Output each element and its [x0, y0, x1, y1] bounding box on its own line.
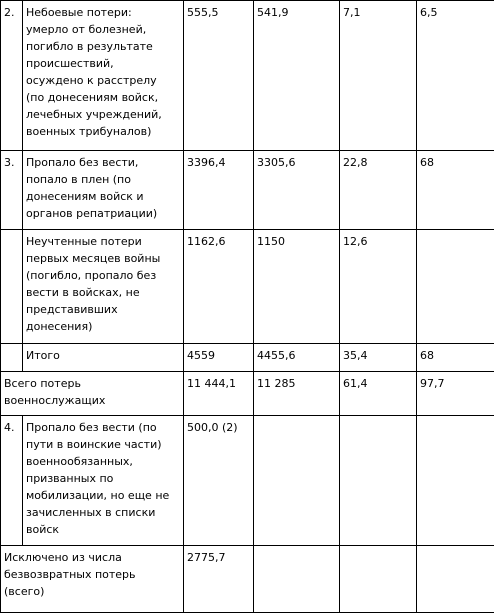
value-cell: 97,7	[417, 372, 494, 416]
value-cell: 11 285	[254, 372, 340, 416]
table-row	[1, 372, 494, 416]
value-cell	[340, 546, 417, 613]
value-cell: 68	[417, 344, 494, 372]
value-cell: 1162,6	[184, 230, 254, 344]
table-row	[1, 1, 494, 151]
row-number	[1, 230, 23, 344]
value-cell	[417, 230, 494, 344]
row-description: Пропало без вести (по пути в воинские части) военнообязанных, призванных по мобилизации, но еще не зачисленных в списки войск	[23, 416, 184, 546]
table-row	[1, 151, 494, 230]
value-cell: 61,4	[340, 372, 417, 416]
row-description: Небоевые потери: умерло от болезней, погибло в результате происшествий, осуждено к расстрелу (по донесениям войск, лечебных учреждений, военных трибуналов)	[23, 1, 184, 151]
value-cell: 1150	[254, 230, 340, 344]
value-cell: 4559	[184, 344, 254, 372]
row-description: Пропало без вести, попало в плен (по донесениям войск и органов репатриации)	[23, 151, 184, 230]
row-description: Итого	[23, 344, 184, 372]
excluded-label: Исключено из числа безвозвратных потерь (всего)	[1, 546, 184, 613]
table-row	[1, 344, 494, 372]
value-cell: 555,5	[184, 1, 254, 151]
value-cell	[340, 416, 417, 546]
value-cell: 3396,4	[184, 151, 254, 230]
value-cell: 6,5	[417, 1, 494, 151]
row-number: 2.	[1, 1, 23, 151]
value-cell: 4455,6	[254, 344, 340, 372]
value-cell: 2775,7	[184, 546, 254, 613]
total-label: Всего потерь военнослужащих	[1, 372, 184, 416]
row-description: Неучтенные потери первых месяцев войны (погибло, пропало без вести в войсках, не представивших донесения)	[23, 230, 184, 344]
value-cell: 541,9	[254, 1, 340, 151]
row-number	[1, 344, 23, 372]
row-number: 3.	[1, 151, 23, 230]
value-cell: 68	[417, 151, 494, 230]
row-number: 4.	[1, 416, 23, 546]
value-cell: 7,1	[340, 1, 417, 151]
value-cell: 22,8	[340, 151, 417, 230]
value-cell	[254, 416, 340, 546]
value-cell	[417, 546, 494, 613]
table-row	[1, 546, 494, 613]
value-cell: 500,0 (2)	[184, 416, 254, 546]
value-cell: 12,6	[340, 230, 417, 344]
value-cell: 11 444,1	[184, 372, 254, 416]
value-cell: 35,4	[340, 344, 417, 372]
table-row	[1, 230, 494, 344]
value-cell	[417, 416, 494, 546]
value-cell: 3305,6	[254, 151, 340, 230]
table-row	[1, 416, 494, 546]
value-cell	[254, 546, 340, 613]
